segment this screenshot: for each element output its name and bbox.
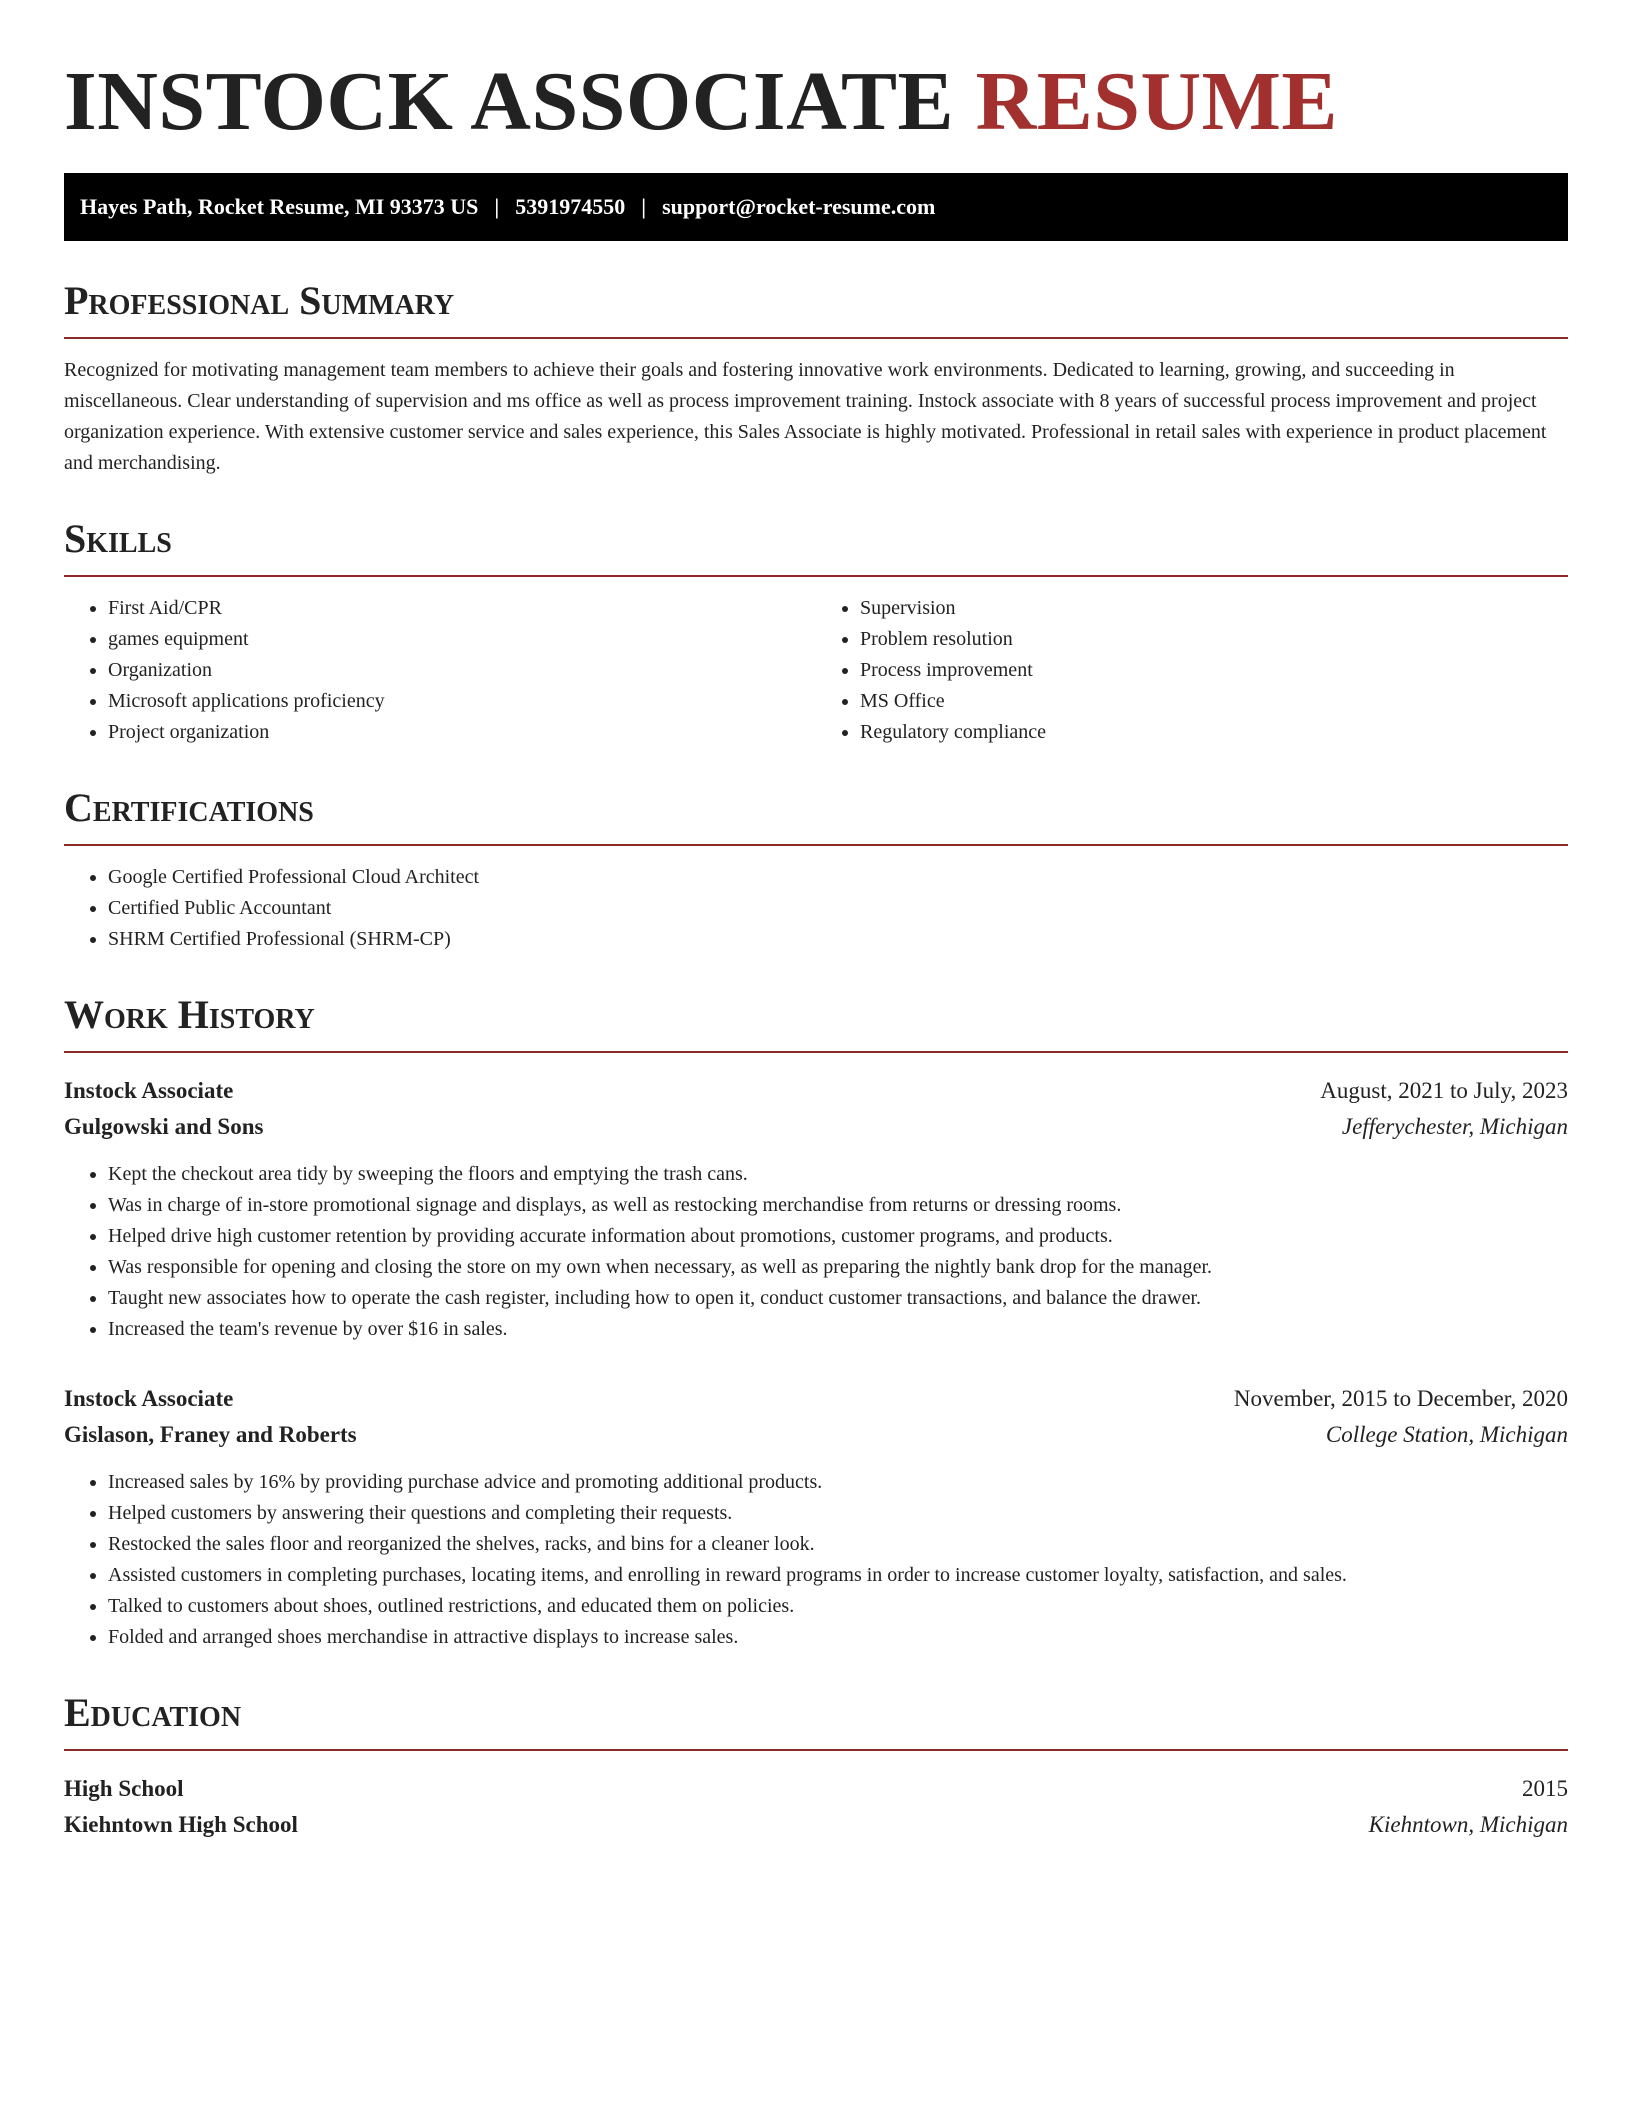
job-entry [64,1381,1568,1653]
certifications-list [64,862,1568,955]
certification-item: • SHRM Certified Professional (SHRM-CP) [108,924,1568,955]
contact-separator: | [494,193,500,219]
summary-heading: Professional Summary [64,279,1568,339]
job-company-row [64,1417,1568,1453]
job-header-row [64,1073,1568,1109]
skill-item: • MS Office [860,686,1568,717]
job-bullets [64,1467,1568,1653]
job-bullet: • Restocked the sales floor and reorganized the shelves, racks, and bins for a cleaner look. [108,1529,1568,1560]
job-bullet: • Taught new associates how to operate the cash register, including how to open it, conduct customer transactions, and balance the drawer. [108,1283,1568,1314]
summary-section [64,279,1568,479]
skill-item: • games equipment [108,624,816,655]
job-title: Instock Associate [64,1077,234,1103]
education-header-row [64,1771,1568,1807]
job-bullet: • Increased the team's revenue by over $16 in sales. [108,1314,1568,1345]
summary-text: Recognized for motivating management team members to achieve their goals and fostering innovative work environments. Dedicated to learning, growing, and succeeding in miscellaneous. Clear understanding of supervision and ms office as well as process improvement training. Instock associate with 8 years of successful process improvement and project organization experience. With extensive customer service and sales experience, this Sales Associate is highly motivated. Professional in retail sales with experience in product placement and merchandising. [64,358,1547,474]
contact-email: support@rocket-resume.com [662,193,936,219]
education-school: Kiehntown High School [64,1811,298,1837]
job-header-row [64,1381,1568,1417]
education-entry [64,1771,1568,1843]
skills-grid [64,577,1568,748]
job-company-row [64,1109,1568,1145]
job-dates: November, 2015 to December, 2020 [1233,1385,1568,1411]
job-bullet: • Increased sales by 16% by providing purchase advice and promoting additional products. [108,1467,1568,1498]
skills-list-right [816,593,1568,748]
skill-item: • Regulatory compliance [860,717,1568,748]
contact-bar [64,173,1568,241]
job-location: Jefferychester, Michigan [1341,1113,1568,1139]
job-entry [64,1073,1568,1345]
job-bullet: • Was in charge of in-store promotional signage and displays, as well as restocking merchandise from returns or dressing rooms. [108,1190,1568,1221]
skill-item: • Supervision [860,593,1568,624]
contact-address: Hayes Path, Rocket Resume, MI 93373 US [80,193,479,219]
skills-list-left [64,593,816,748]
certifications-heading: Certifications [64,786,1568,846]
skills-section [64,517,1568,748]
job-bullets [64,1159,1568,1345]
job-bullet: • Helped drive high customer retention by providing accurate information about promotions, customer programs, and products. [108,1221,1568,1252]
skills-heading: Skills [64,517,1568,577]
certifications-section [64,786,1568,955]
skill-item: • Process improvement [860,655,1568,686]
skill-item: • Project organization [108,717,816,748]
job-company: Gulgowski and Sons [64,1113,264,1139]
job-bullet: • Folded and arranged shoes merchandise in attractive displays to increase sales. [108,1622,1568,1653]
job-bullet: • Helped customers by answering their questions and completing their requests. [108,1498,1568,1529]
job-bullet: • Assisted customers in completing purchases, locating items, and enrolling in reward programs in order to increase customer loyalty, satisfaction, and sales. [108,1560,1568,1591]
education-section [64,1691,1568,1843]
education-heading: Education [64,1691,1568,1751]
certification-item: • Certified Public Accountant [108,893,1568,924]
skill-item: • Organization [108,655,816,686]
resume-title [64,52,1568,153]
title-accent: RESUME [975,55,1338,148]
skill-item: • Problem resolution [860,624,1568,655]
certification-item: • Google Certified Professional Cloud Architect [108,862,1568,893]
contact-separator: | [641,193,647,219]
work-history-heading: Work History [64,993,1568,1053]
skill-item: • First Aid/CPR [108,593,816,624]
job-bullet: • Talked to customers about shoes, outlined restrictions, and educated them on policies. [108,1591,1568,1622]
job-dates: August, 2021 to July, 2023 [1320,1077,1568,1103]
education-degree: High School [64,1775,184,1801]
job-location: College Station, Michigan [1325,1421,1568,1447]
job-bullet: • Was responsible for opening and closing the store on my own when necessary, as well as preparing the nightly bank drop for the manager. [108,1252,1568,1283]
title-main: INSTOCK ASSOCIATE [64,55,976,148]
job-title: Instock Associate [64,1385,234,1411]
skill-item: • Microsoft applications proficiency [108,686,816,717]
job-company: Gislason, Franey and Roberts [64,1421,357,1447]
education-year: 2015 [1522,1775,1568,1801]
education-location: Kiehntown, Michigan [1368,1811,1568,1837]
contact-phone: 5391974550 [515,193,626,219]
education-school-row [64,1807,1568,1843]
job-bullet: • Kept the checkout area tidy by sweeping the floors and emptying the trash cans. [108,1159,1568,1190]
work-history-section [64,993,1568,1653]
